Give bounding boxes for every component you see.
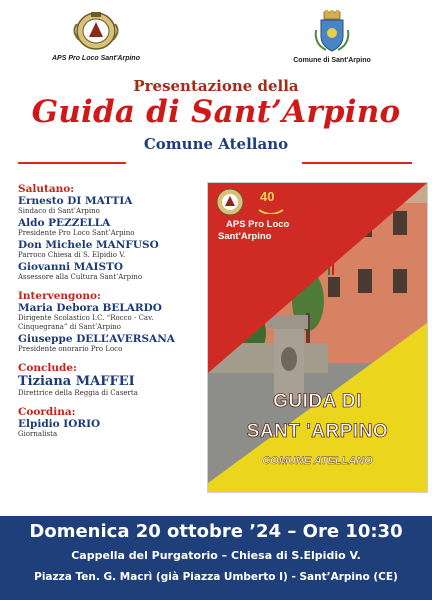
speaker-role: Direttrice della Reggia di Caserta <box>18 389 138 397</box>
event-address: Piazza Ten. G. Macrì (già Piazza Umberto I) - Sant’Arpino (CE) <box>34 571 398 583</box>
speaker-name: Tiziana MAFFEI <box>18 374 135 389</box>
divider-left <box>18 162 126 164</box>
speaker-role: Sindaco di Sant’Arpino <box>18 207 100 215</box>
pro-loco-caption: APS Pro Loco Sant'Arpino <box>51 55 140 62</box>
speaker-role: Presidente onorario Pro Loco <box>18 345 123 353</box>
cover-title-line2: SANT 'ARPINO <box>246 421 389 442</box>
cover-label-line2: Sant'Arpino <box>218 231 272 242</box>
speaker-role: Dirigente Scolastico I.C. “Rocco - Cav. <box>18 314 154 322</box>
comune-coat-of-arms-icon <box>312 10 352 54</box>
group-title-conclude: Conclude: <box>18 362 77 374</box>
speaker-name: Giuseppe DELL’AVERSANA <box>18 333 175 345</box>
subtitle: Comune Atellano <box>143 135 289 153</box>
speaker-role: Cinquegrana” di Sant’Arpino <box>18 323 122 331</box>
pre-title: Presentazione della <box>133 77 299 95</box>
page-title: Guida di Sant’Arpino <box>31 94 401 130</box>
speaker-name: Ernesto DI MATTIA <box>18 195 133 207</box>
anniversary-number: 40 <box>260 189 275 204</box>
book-cover-image <box>207 182 428 493</box>
speaker-role: Giornalista <box>18 430 58 438</box>
cover-label-line1: APS Pro Loco <box>226 219 290 230</box>
event-date-time: Domenica 20 ottobre ’24 – Ore 10:30 <box>29 521 403 542</box>
cover-title-line1: GUIDA DI <box>273 391 362 412</box>
pro-loco-emblem-icon <box>73 10 119 52</box>
divider-right <box>302 162 412 164</box>
speakers-list <box>18 183 218 440</box>
cover-subtitle: COMUNE ATELLANO <box>262 455 373 467</box>
group-title-salutano: Salutano: <box>18 183 75 195</box>
comune-logo-block <box>272 10 392 64</box>
speaker-name: Aldo PEZZELLA <box>18 217 111 229</box>
event-venue: Cappella del Purgatorio – Chiesa di S.Elpidio V. <box>71 549 361 562</box>
speaker-name: Maria Debora BELARDO <box>18 302 162 314</box>
speaker-name: Giovanni MAISTO <box>18 261 123 273</box>
comune-caption: Comune di Sant'Arpino <box>293 57 371 64</box>
group-title-coordina: Coordina: <box>18 406 76 418</box>
group-title-intervengono: Intervengono: <box>18 290 101 302</box>
pro-loco-logo-block <box>36 10 156 62</box>
speaker-role: Presidente Pro Loco Sant’Arpino <box>18 229 135 237</box>
speaker-role: Parroco Chiesa di S. Elpidio V. <box>18 251 126 259</box>
speaker-name: Elpidio IORIO <box>18 418 101 430</box>
speaker-name: Don Michele MANFUSO <box>18 239 159 251</box>
speaker-role: Assessore alla Cultura Sant’Arpino <box>18 273 143 281</box>
